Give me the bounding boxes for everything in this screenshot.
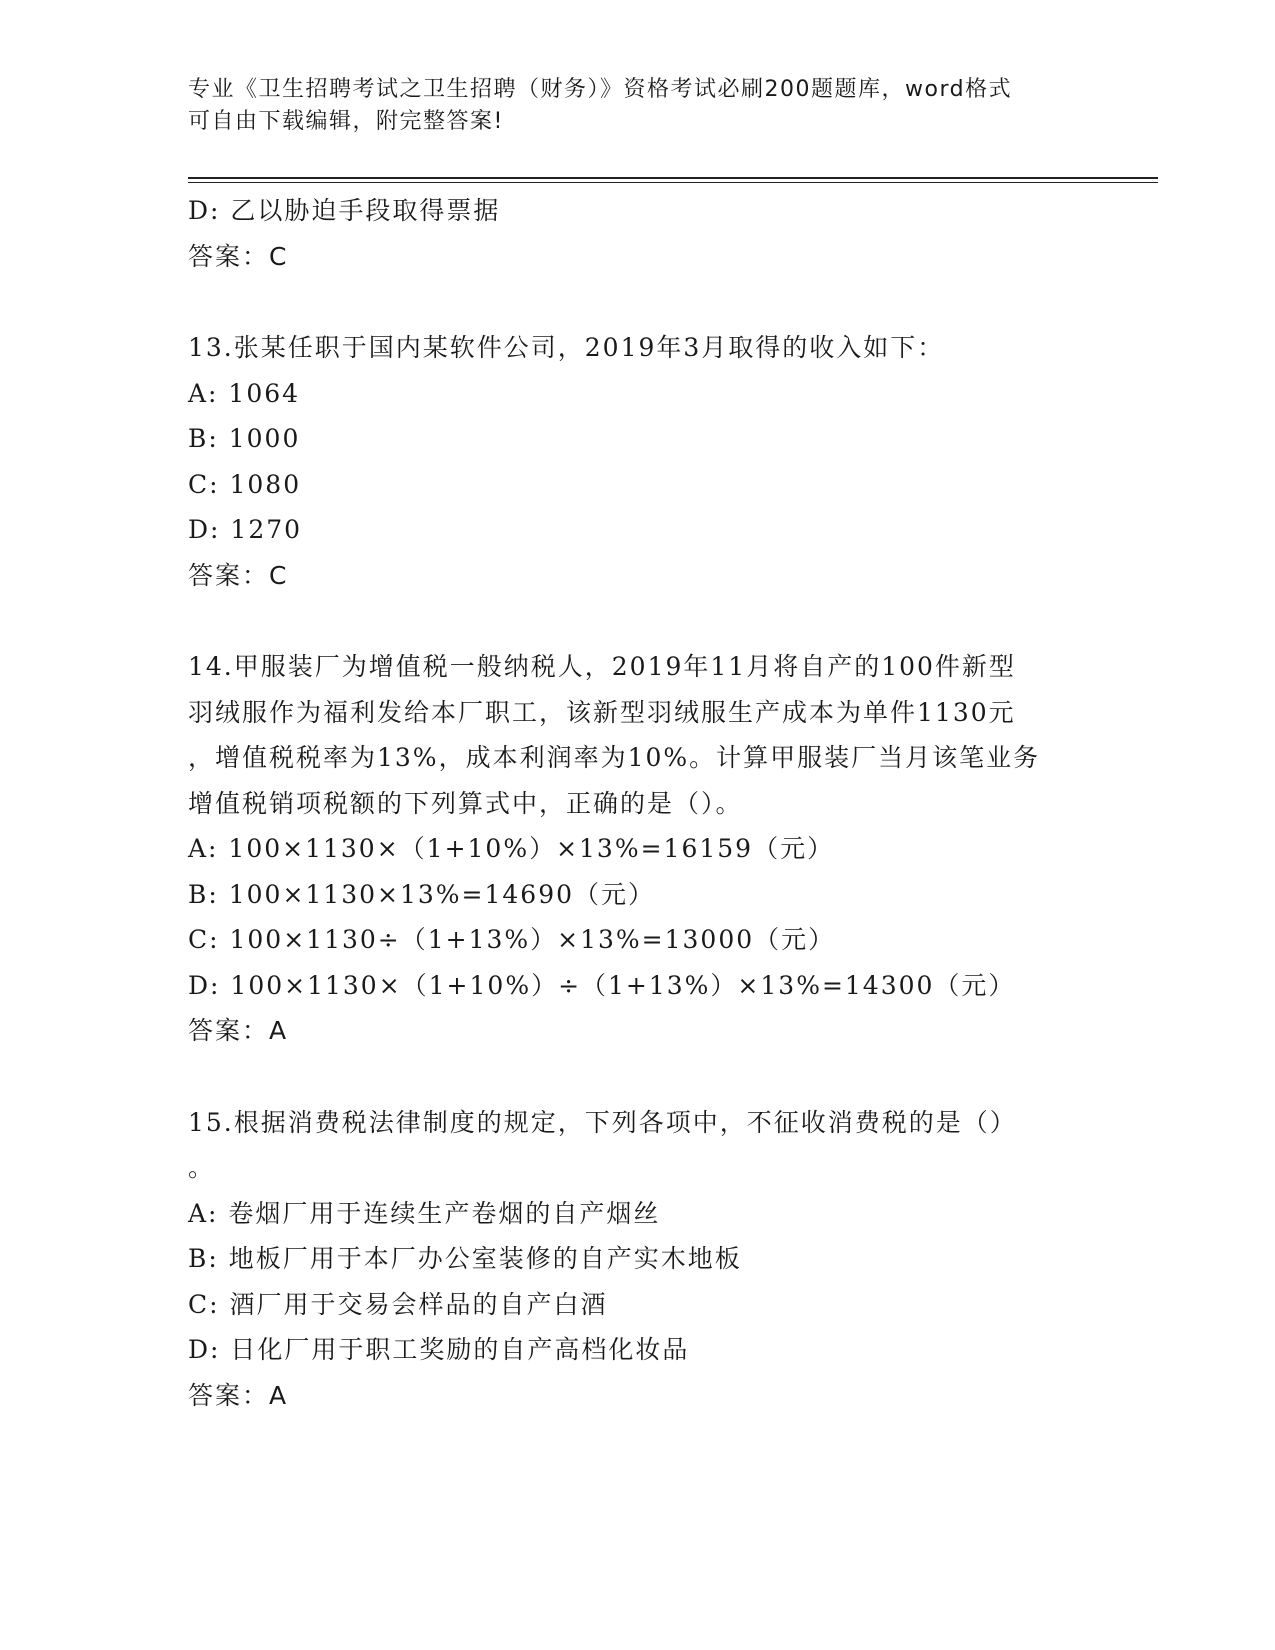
- option-b: B: 地板厂用于本厂办公室装修的自产实木地板: [188, 1244, 742, 1273]
- option-b: B: 100×1130×13%=14690（元）: [188, 879, 656, 909]
- option-a: A: 1064: [188, 378, 301, 408]
- answer: 答案：A: [188, 1380, 289, 1410]
- question-14: [188, 644, 1088, 1054]
- question-stem-line: 。: [188, 1153, 216, 1182]
- answer: 答案：C: [188, 241, 289, 271]
- header-rule-thin: [188, 182, 1158, 183]
- option-c: C: 酒厂用于交易会样品的自产白酒: [188, 1289, 608, 1319]
- option-b: B: 1000: [188, 424, 301, 453]
- question-stem: 13.张某任职于国内某软件公司，2019年3月取得的收入如下：: [188, 333, 945, 362]
- question-stem-line: 增值税销项税额的下列算式中，正确的是（）。: [188, 788, 743, 818]
- question-15: [188, 1100, 1088, 1419]
- question-list: [188, 188, 1088, 1418]
- header-rule-thick: [188, 177, 1158, 179]
- option-a: A: 卷烟厂用于连续生产卷烟的自产烟丝: [188, 1198, 661, 1228]
- page-header: [188, 74, 1068, 138]
- option-c: C: 1080: [188, 469, 302, 499]
- option-a: A: 100×1130×（1+10%）×13%=16159（元）: [188, 834, 835, 863]
- question-stem-line: 14.甲服装厂为增值税一般纳税人，2019年11月将自产的100件新型: [188, 652, 1016, 681]
- question-block-previous: [188, 188, 1088, 279]
- option-d: D: 1270: [188, 515, 303, 544]
- option-d: D: 日化厂用于职工奖励的自产高档化妆品: [188, 1335, 690, 1364]
- option-d: D: 乙以胁迫手段取得票据: [188, 196, 501, 225]
- header-line-1: 专业《卫生招聘考试之卫生招聘（财务）》资格考试必刷200题题库，word格式: [188, 77, 1013, 102]
- option-c: C: 100×1130÷（1+13%）×13%=13000（元）: [188, 925, 836, 954]
- option-d: D: 100×1130×（1+10%）÷（1+13%）×13%=14300（元）: [188, 970, 1016, 1000]
- question-stem-line: 羽绒服作为福利发给本厂职工，该新型羽绒服生产成本为单件1130元: [188, 697, 1016, 727]
- answer: 答案：C: [188, 560, 289, 590]
- question-13: [188, 325, 1088, 598]
- answer: 答案：A: [188, 1016, 289, 1045]
- header-line-2: 可自由下载编辑，附完整答案!: [188, 109, 504, 134]
- question-stem-line: ，增值税税率为13%，成本利润率为10%。计算甲服装厂当月该笔业务: [188, 743, 1041, 772]
- question-stem-line: 15.根据消费税法律制度的规定，下列各项中，不征收消费税的是（）: [188, 1107, 1017, 1137]
